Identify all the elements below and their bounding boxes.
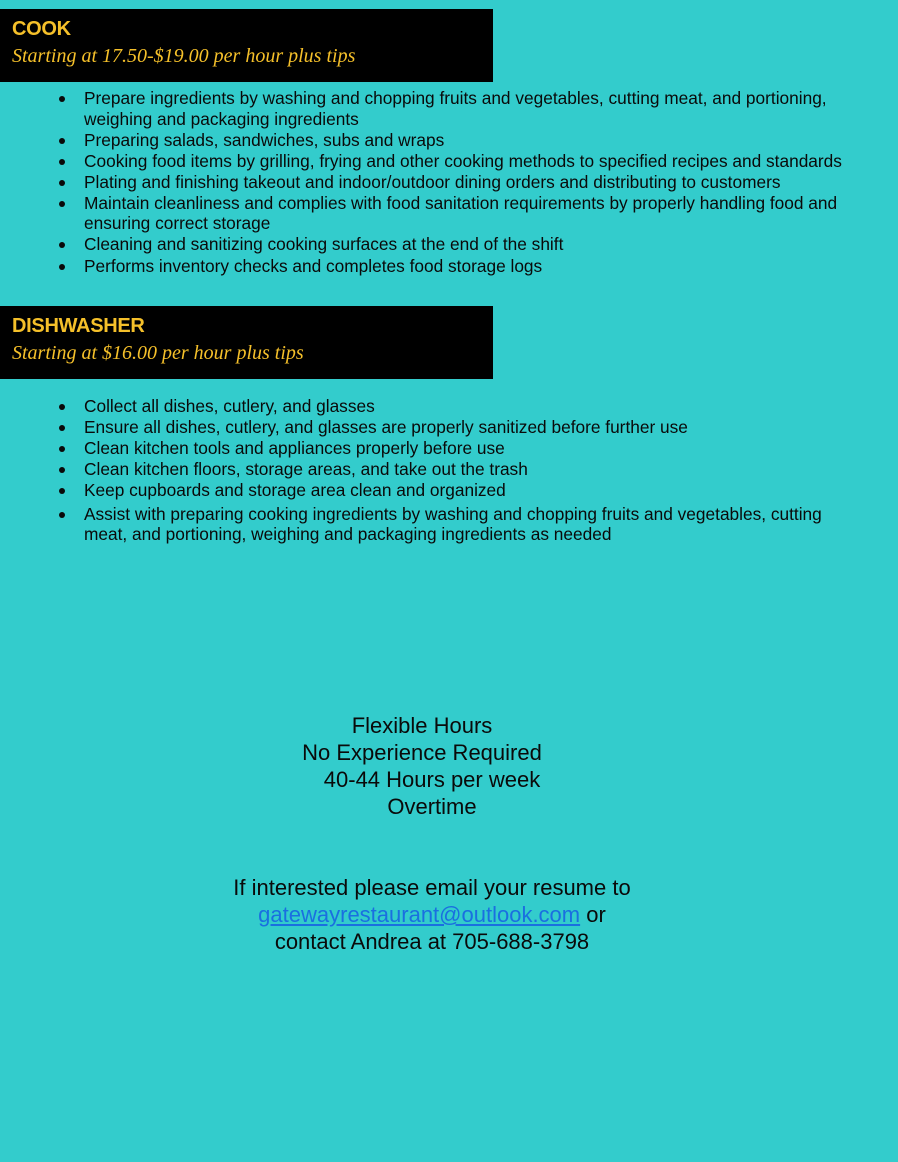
list-item: Preparing salads, sandwiches, subs and wraps <box>84 130 854 151</box>
dishwasher-duties-list <box>84 396 854 545</box>
contact-line-3: contact Andrea at 705-688-3798 <box>274 929 590 954</box>
cook-title: COOK <box>12 18 71 40</box>
cook-header <box>0 9 493 82</box>
dishwasher-header <box>0 306 493 379</box>
email-link[interactable]: gatewayrestaurant@outlook.com <box>258 902 581 927</box>
list-item: Performs inventory checks and completes food storage logs <box>84 256 854 277</box>
dishwasher-title: DISHWASHER <box>12 315 145 337</box>
perk-overtime: Overtime <box>387 794 477 819</box>
list-item: Assist with preparing cooking ingredients by washing and chopping fruits and vegetables, cutting meat, and portioning, weighing and packaging ingredients as needed <box>84 504 854 545</box>
list-item: Collect all dishes, cutlery, and glasses <box>84 396 854 417</box>
cook-duties-list <box>84 88 854 277</box>
list-item: Maintain cleanliness and complies with food sanitation requirements by properly handling food and ensuring correct storage <box>84 193 854 234</box>
contact-block <box>0 874 864 955</box>
contact-line-1: If interested please email your resume to <box>233 875 631 900</box>
list-item: Clean kitchen floors, storage areas, and take out the trash <box>84 459 854 480</box>
dishwasher-pay: Starting at $16.00 per hour plus tips <box>12 342 304 364</box>
perk-hours-per-week: 40-44 Hours per week <box>323 767 541 792</box>
perks-block <box>0 712 864 820</box>
cook-pay: Starting at 17.50-$19.00 per hour plus tips <box>12 45 356 67</box>
perk-flexible-hours: Flexible Hours <box>351 713 493 738</box>
list-item: Clean kitchen tools and appliances properly before use <box>84 438 854 459</box>
perk-no-experience: No Experience Required <box>302 740 542 765</box>
list-item: Ensure all dishes, cutlery, and glasses are properly sanitized before further use <box>84 417 854 438</box>
list-item: Keep cupboards and storage area clean and organized <box>84 480 854 501</box>
list-item: Cleaning and sanitizing cooking surfaces at the end of the shift <box>84 234 854 255</box>
contact-or-text: or <box>580 902 606 927</box>
list-item: Prepare ingredients by washing and chopping fruits and vegetables, cutting meat, and portioning, weighing and packaging ingredients <box>84 88 854 129</box>
list-item: Plating and finishing takeout and indoor/outdoor dining orders and distributing to customers <box>84 172 854 193</box>
list-item: Cooking food items by grilling, frying and other cooking methods to specified recipes and standards <box>84 151 854 172</box>
contact-line-2 <box>0 901 864 928</box>
